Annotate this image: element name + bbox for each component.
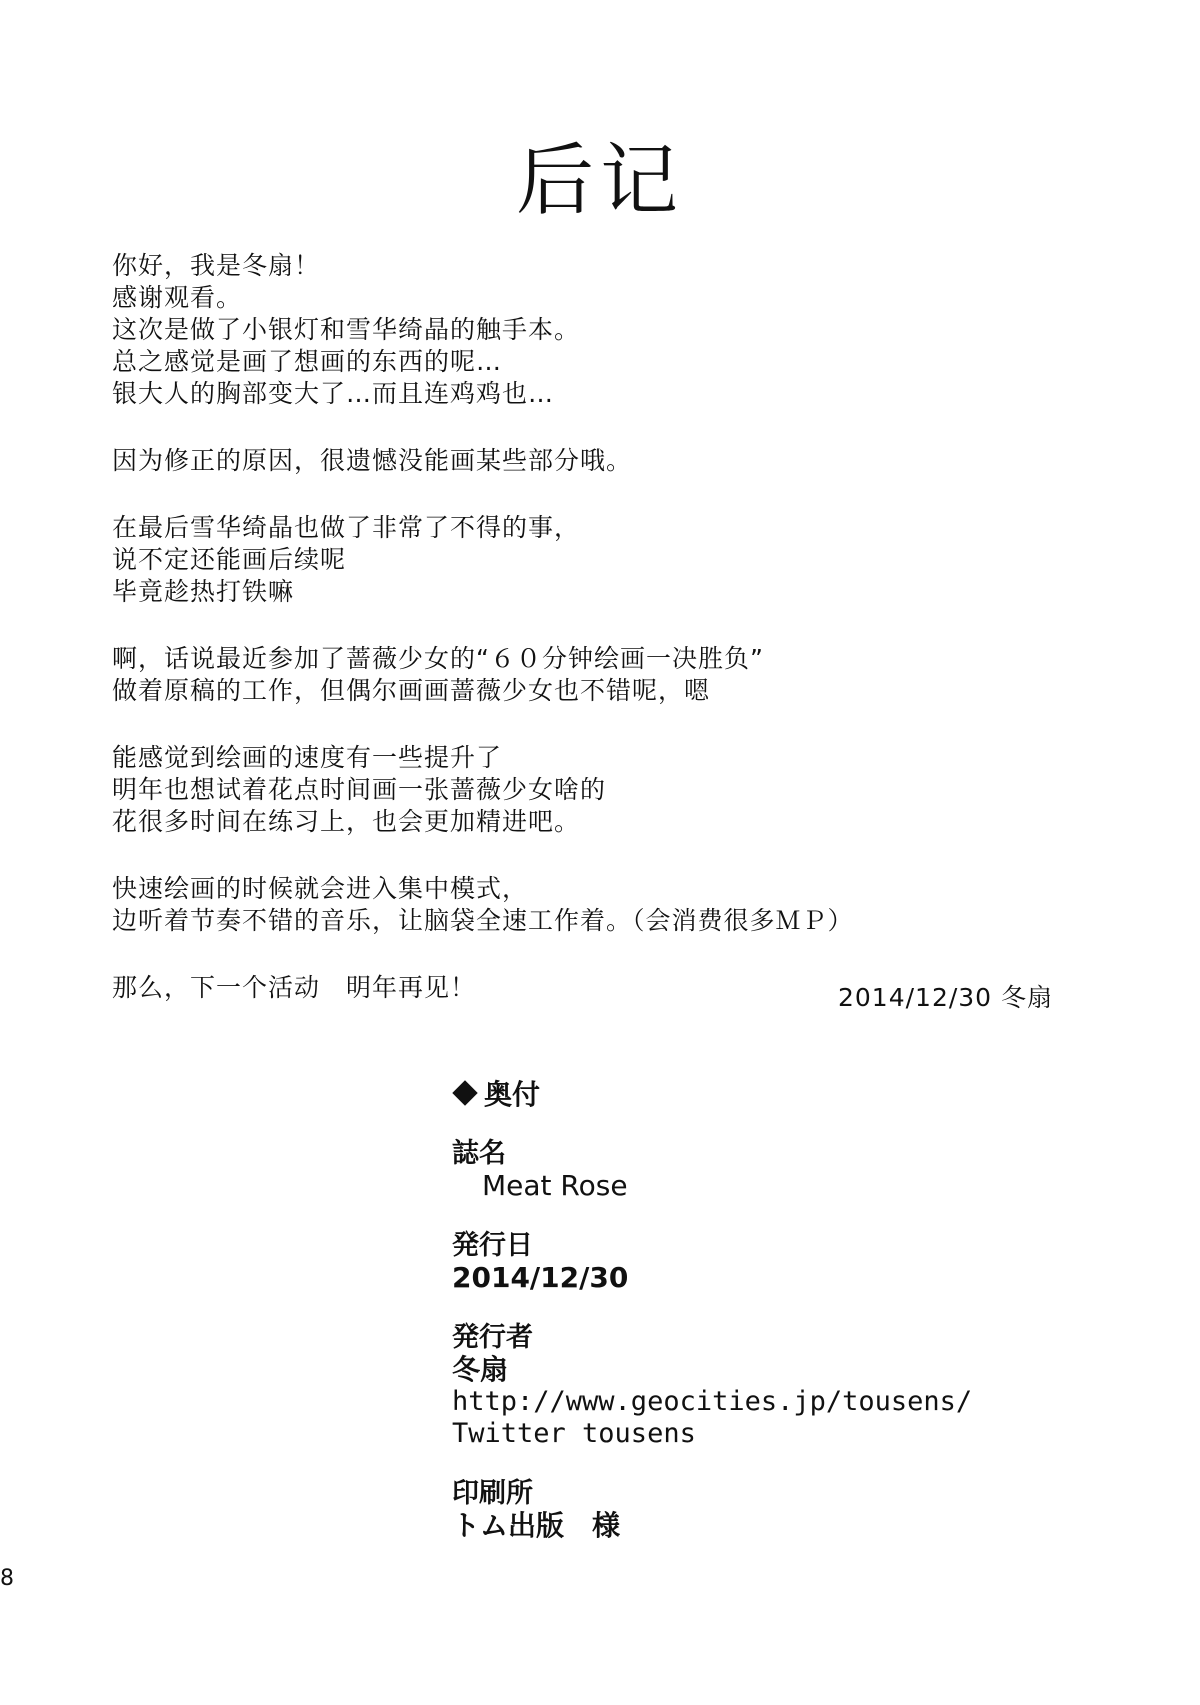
colophon-entry-printer bbox=[452, 1478, 1012, 1542]
afterword-paragraph bbox=[112, 512, 1052, 608]
afterword-line: 因为修正的原因，很遗憾没能画某些部分哦。 bbox=[112, 446, 633, 475]
afterword-line: 说不定还能画后续呢 bbox=[112, 545, 347, 574]
afterword-line: 快速绘画的时候就会进入集中模式， bbox=[112, 874, 529, 903]
afterword-line: 能感觉到绘画的速度有一些提升了 bbox=[112, 743, 503, 772]
afterword-line: 总之感觉是画了想画的东西的呢… bbox=[112, 347, 503, 376]
colophon-heading-text: 奥付 bbox=[484, 1078, 541, 1111]
afterword-line: 你好，我是冬扇！ bbox=[112, 251, 321, 280]
afterword-line: 那么，下一个活动 明年再见！ bbox=[112, 973, 477, 1002]
diamond-bullet-icon bbox=[452, 1080, 477, 1105]
publisher-url: http://www.geocities.jp/tousens/ bbox=[452, 1386, 973, 1417]
afterword-line: 银大人的胸部变大了…而且连鸡鸡也… bbox=[112, 379, 555, 408]
afterword-paragraph bbox=[112, 742, 1052, 838]
afterword-line: 感谢观看。 bbox=[112, 283, 243, 312]
afterword-paragraph bbox=[112, 643, 1052, 707]
afterword-paragraph bbox=[112, 250, 1052, 410]
colophon-entry-date bbox=[452, 1230, 1012, 1294]
afterword-line: 在最后雪华绮晶也做了非常了不得的事， bbox=[112, 513, 581, 542]
colophon-value: 冬扇 bbox=[452, 1353, 509, 1386]
colophon-label: 発行日 bbox=[452, 1230, 533, 1261]
afterword-paragraph bbox=[112, 445, 1052, 477]
colophon bbox=[452, 1078, 1012, 1570]
page-number: 8 bbox=[0, 1566, 14, 1591]
colophon-value: トム出版 様 bbox=[452, 1509, 621, 1542]
afterword-paragraph bbox=[112, 873, 1052, 937]
colophon-value: Meat Rose bbox=[482, 1169, 628, 1202]
afterword-line: 花很多时间在练习上，也会更加精进吧。 bbox=[112, 807, 581, 836]
colophon-entry-title bbox=[452, 1138, 1012, 1202]
colophon-label: 発行者 bbox=[452, 1322, 533, 1353]
afterword-line: 明年也想试着花点时间画一张蔷薇少女啥的 bbox=[112, 775, 607, 804]
afterword-line: 边听着节奏不错的音乐，让脑袋全速工作着。（会消费很多ＭＰ） bbox=[112, 906, 854, 935]
afterword-signature: 2014/12/30 冬扇 bbox=[838, 983, 1054, 1012]
publisher-twitter: Twitter tousens bbox=[452, 1418, 696, 1449]
afterword-body bbox=[112, 250, 1052, 1039]
afterword-line: 这次是做了小银灯和雪华绮晶的触手本。 bbox=[112, 315, 581, 344]
colophon-entry-publisher bbox=[452, 1322, 1012, 1450]
colophon-label: 誌名 bbox=[452, 1138, 506, 1169]
afterword-line: 毕竟趁热打铁嘛 bbox=[112, 577, 295, 606]
afterword-line: 啊，话说最近参加了蔷薇少女的“６０分钟绘画一决胜负” bbox=[112, 644, 764, 673]
afterword-line: 做着原稿的工作，但偶尔画画蔷薇少女也不错呢，嗯 bbox=[112, 676, 711, 705]
page-title: 后记 bbox=[515, 136, 684, 227]
colophon-value: 2014/12/30 bbox=[452, 1261, 629, 1294]
colophon-label: 印刷所 bbox=[452, 1478, 533, 1509]
colophon-heading bbox=[452, 1078, 1012, 1112]
